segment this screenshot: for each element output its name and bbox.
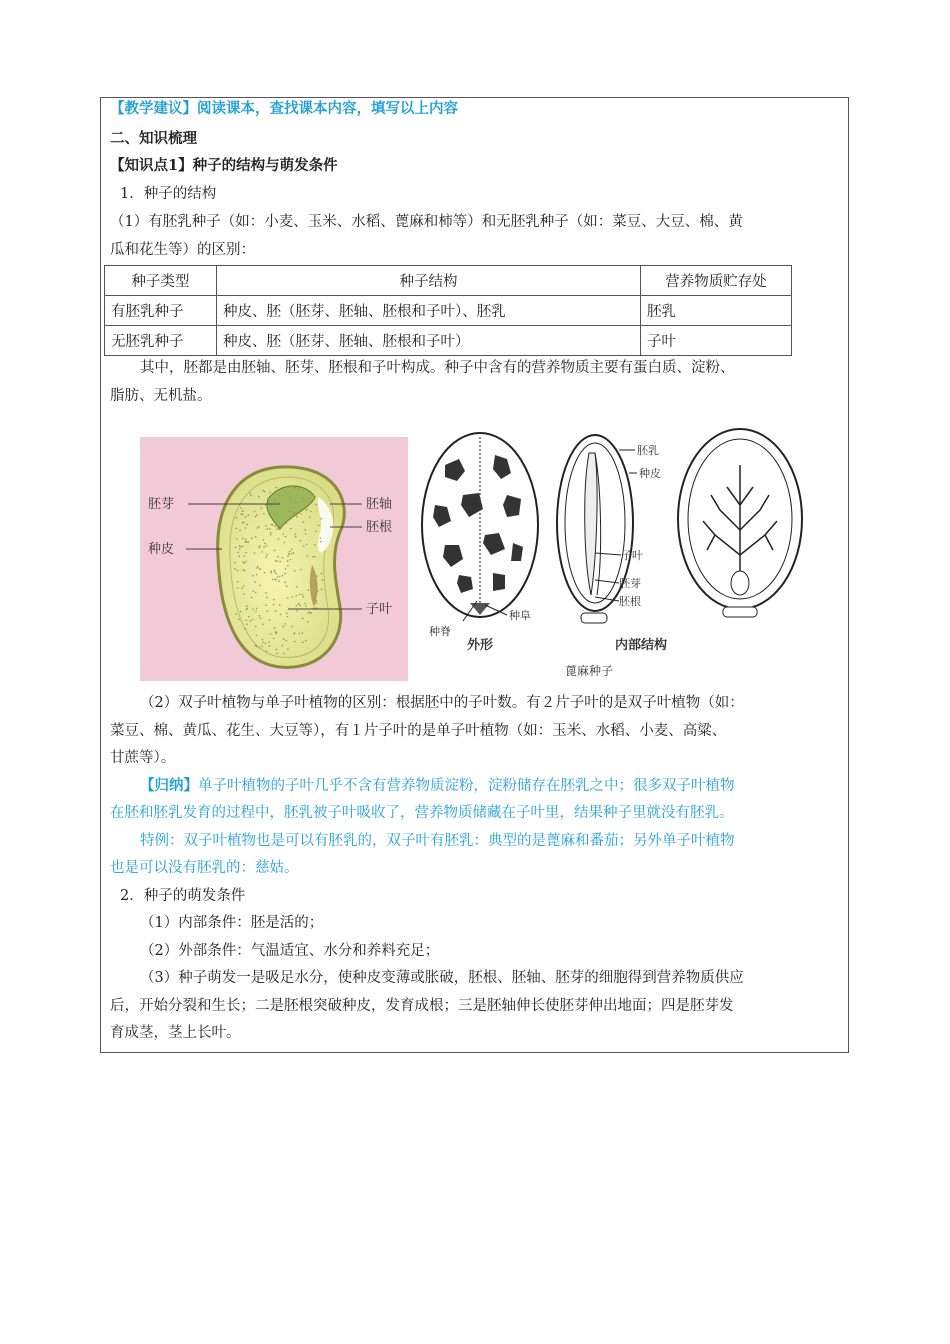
- knowledge-point-title: [110, 156, 338, 176]
- label-caruncle: 种脊: [429, 625, 451, 638]
- summary-line2: 在胚和胚乳发育的过程中，胚乳被子叶吸收了，营养物质储藏在子叶里，结果种子里就没有胚乳。: [110, 805, 734, 821]
- table-cell: 种皮、胚（胚芽、胚轴、胚根和子叶）、胚乳: [217, 296, 641, 326]
- bean-seed-figure: [140, 437, 408, 681]
- after-table-line1: 其中，胚都是由胚轴、胚芽、胚根和子叶构成。种子中含有的营养物质主要有蛋白质、淀粉、: [140, 360, 735, 376]
- label-interior: 内部结构: [615, 638, 668, 653]
- table-header-cell: 种子结构: [217, 266, 641, 296]
- germination-cond3-line1: （3）种子萌发一是吸足水分，使种皮变薄或胀破，胚根、胚轴、胚芽的细胞得到营养物质供应: [140, 970, 744, 986]
- table-cell: 有胚乳种子: [105, 296, 217, 326]
- label-hypocotyl: 胚轴: [366, 497, 393, 512]
- table-header-cell: 种子类型: [105, 266, 217, 296]
- figure-caption: 蓖麻种子: [565, 664, 614, 678]
- suggestion-tag: 【教学建议】: [110, 100, 197, 117]
- part1-title: 1．种子的结构: [120, 186, 217, 202]
- label-castor-seed-coat: 种皮: [639, 467, 661, 480]
- seed-type-table: [104, 265, 792, 356]
- table-cell: 种皮、胚（胚芽、胚轴、胚根和子叶）: [217, 326, 641, 356]
- part1-intro-line1: （1）有胚乳种子（如：小麦、玉米、水稻、蓖麻和柿等）和无胚乳种子（如：菜豆、大豆、棉、黄: [110, 214, 743, 230]
- summary-text: 单子叶植物的子叶几乎不含有营养物质淀粉，淀粉储存在胚乳之中；很多双子叶植物: [198, 778, 735, 794]
- germination-title: 2．种子的萌发条件: [120, 888, 246, 904]
- after-table-line2: 脂肪、无机盐。: [110, 388, 212, 404]
- label-castor-cotyledon: 子叶: [621, 549, 643, 562]
- label-castor-embryo-bud: 胚芽: [619, 577, 641, 590]
- part2-line3: 甘蔗等）。: [110, 750, 176, 766]
- summary-tag: 【归纳】: [140, 777, 198, 794]
- part2-line1: （2）双子叶植物与单子叶植物的区别：根据胚中的子叶数。有２片子叶的是双子叶植物（如：: [140, 695, 744, 711]
- label-seed-coat: 种皮: [148, 542, 175, 557]
- label-castor-radicle: 胚根: [619, 595, 641, 608]
- table-header-row: [105, 266, 792, 296]
- suggestion-text: 阅读课本，查找课本内容，填写以上内容: [197, 100, 458, 117]
- teaching-suggestion: [110, 99, 458, 119]
- point-title: 种子的结构与萌发条件: [192, 157, 338, 174]
- section-title: 二、知识梳理: [110, 130, 197, 147]
- table-header-cell: 营养物质贮存处: [641, 266, 792, 296]
- label-radicle: 胚根: [366, 520, 393, 535]
- label-hilum: 种阜: [509, 609, 531, 622]
- label-endosperm: 胚乳: [637, 444, 659, 457]
- label-cotyledon: 子叶: [366, 602, 393, 617]
- table-cell: 子叶: [641, 326, 792, 356]
- part1-intro-line2: 瓜和花生等）的区别：: [110, 242, 255, 258]
- bean-seed-illustration: [140, 437, 408, 681]
- germination-cond2: （2）外部条件：气温适宜、水分和养料充足；: [140, 943, 440, 959]
- point-tag: 【知识点1】: [110, 157, 193, 174]
- summary-line4: 也是可以没有胚乳的：慈姑。: [110, 860, 299, 876]
- label-exterior: 外形: [467, 638, 494, 653]
- castor-seed-illustration: [415, 425, 815, 681]
- table-row: [105, 296, 792, 326]
- castor-seed-figure: [415, 425, 815, 681]
- label-embryo-bud: 胚芽: [148, 497, 175, 512]
- table-cell: 胚乳: [641, 296, 792, 326]
- germination-cond1: （1）内部条件：胚是活的；: [140, 915, 324, 931]
- germination-cond3-line3: 育成茎，茎上长叶。: [110, 1025, 241, 1041]
- germination-cond3-line2: 后，开始分裂和生长；二是胚根突破种皮，发育成根；三是胚轴伸长使胚芽伸出地面；四是胚芽发: [110, 998, 734, 1014]
- table-row: [105, 326, 792, 356]
- summary-line3: 特例：双子叶植物也是可以有胚乳的，双子叶有胚乳：典型的是蓖麻和番茄；另外单子叶植物: [140, 833, 735, 849]
- part2-line2: 菜豆、棉、黄瓜、花生、大豆等），有１片子叶的是单子叶植物（如：玉米、水稻、小麦、高粱、: [110, 723, 727, 739]
- table-cell: 无胚乳种子: [105, 326, 217, 356]
- summary-line1: [140, 776, 735, 796]
